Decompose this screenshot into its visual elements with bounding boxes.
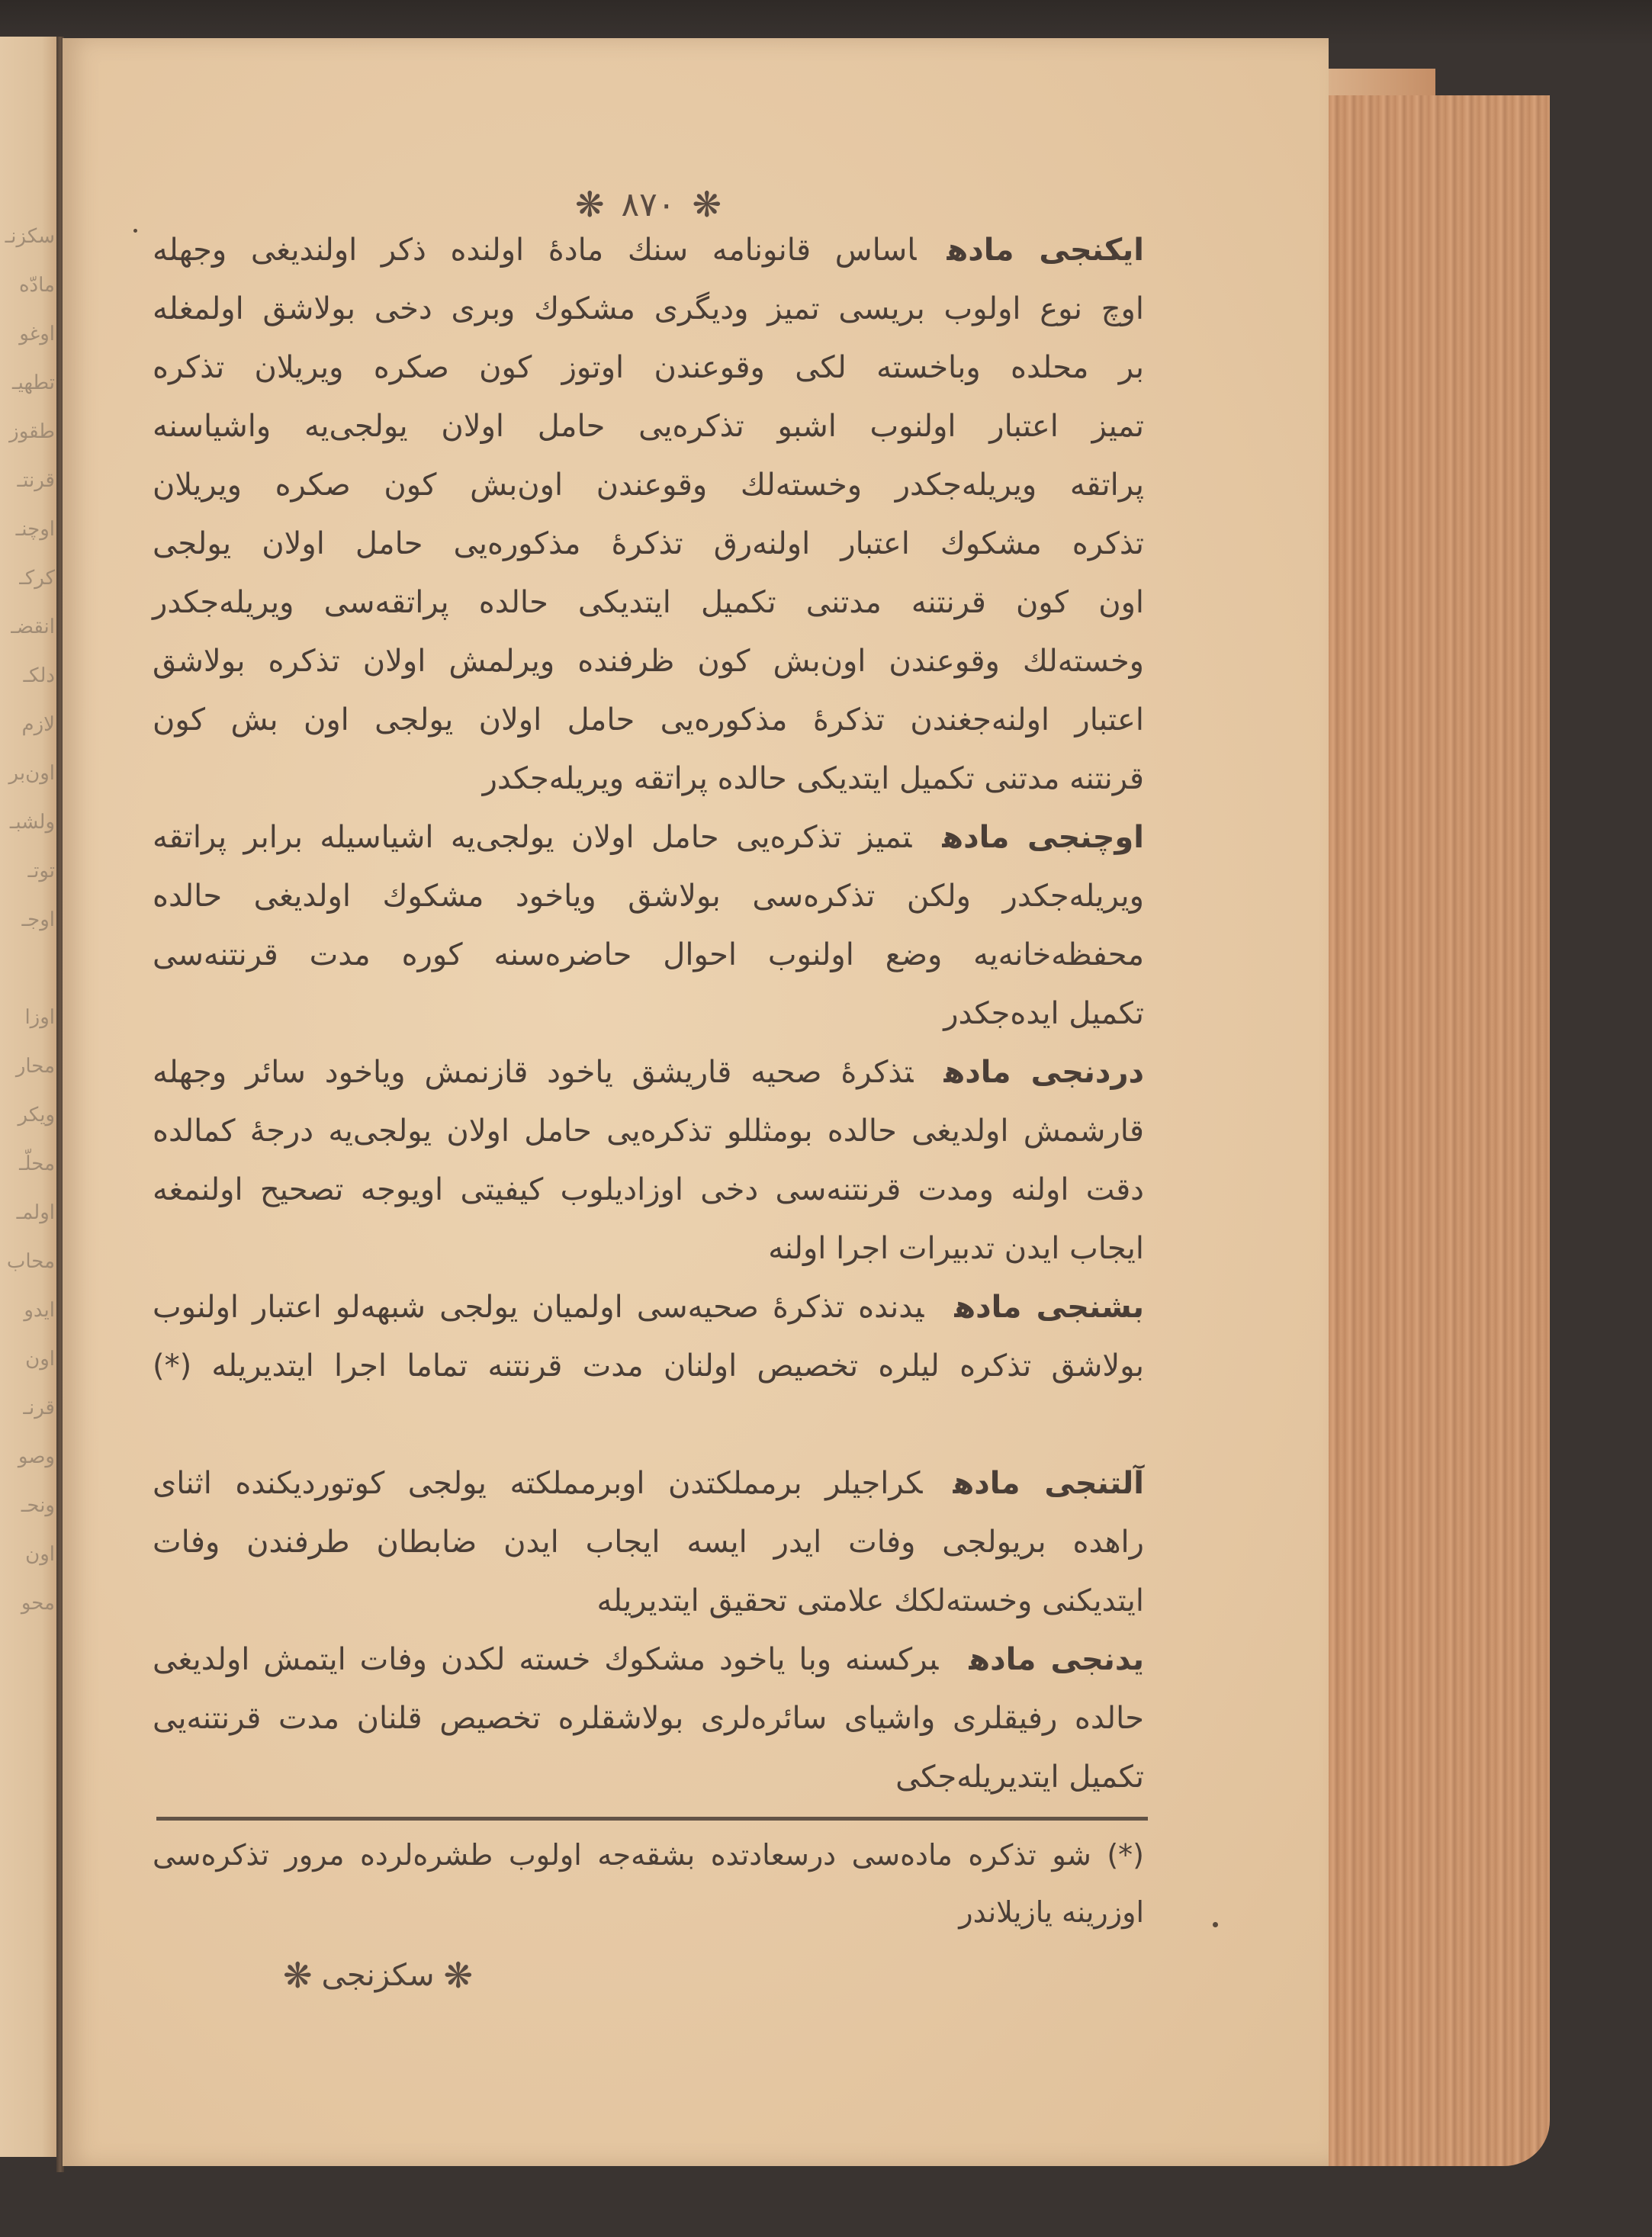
- text-line: اوچنجی مادهتمیز تذكره‌یی حامل اولان یولجی‌یه اشیاسیله برابر پراتقه: [153, 820, 1145, 855]
- article-label: ایكنجی ماده: [947, 233, 1144, 268]
- footnote-line: (*) شو تذكره ماده‌سی درسعادتده بشقه‌جه اولوب طشره‌لرده مرور تذكره‌سی: [153, 1838, 1144, 1872]
- text-line: قرنتنه مدتنی تكمیل ایتدیكی حالده پراتقه ویریله‌جكدر: [482, 761, 1144, 796]
- text-line: دقت اولنه ومدت قرنتنه‌سی دخی اوزادیلوب كیفیتی اویوجه تصحیح اولنمغه: [153, 1172, 1144, 1207]
- ornament-icon: ❋: [282, 1955, 313, 1996]
- text-line: پراتقه ویریله‌جكدر وخسته‌لك وقوعندن اون‌بش كون صكره ویریلان: [153, 468, 1144, 503]
- paper-speck: [1213, 1922, 1218, 1927]
- catchword: [244, 1949, 473, 2002]
- previous-page-sliver: [0, 37, 59, 2157]
- catchword-text: سكزنجی: [321, 1958, 435, 1993]
- text-line: دردنجی مادهتذكرهٔ صحیه قاریشق یاخود قازنمش ویاخود سائر وجهله: [153, 1055, 1145, 1090]
- text-line: اعتبار اولنه‌جغندن تذكرهٔ مذكوره‌یی حامل اولان یولجی اون بش كون: [153, 702, 1144, 738]
- text-line: ایجاب ایدن تدبیرات اجرا اولنه: [768, 1231, 1144, 1266]
- text-line: بر محلده وباخسته لكی وقوعندن اوتوز كون صكره ویریلان تذكره: [153, 350, 1144, 385]
- text-line: محفظه‌خانه‌یه وضع اولنوب احوال حاضره‌سنه كوره مدت قرنتنه‌سی: [153, 937, 1144, 972]
- article-label: یدنجی ماده: [969, 1642, 1144, 1677]
- article-label: آلتنجی ماده: [953, 1466, 1145, 1501]
- footnote-line: اوزرینه یازیلاندر: [959, 1895, 1144, 1929]
- text-line: تذكره مشكوك اعتبار اولنه‌رق تذكرهٔ مذكوره‌یی حامل اولان یولجی: [153, 526, 1144, 561]
- text-line: ایكنجی مادهاساس قانونامه سنك مادهٔ اولنده ذكر اولندیغی وجهله: [153, 233, 1144, 268]
- text-line: وخسته‌لك وقوعندن اون‌بش كون ظرفنده ویرلمش اولان تذكره بولاشق: [153, 644, 1144, 679]
- text-line: تمیز اعتبار اولنوب اشبو تذكره‌یی حامل اولان یولجی‌یه واشیاسنه: [153, 409, 1144, 444]
- page-header: [534, 182, 763, 227]
- text-line: آلتنجی مادهكراجیلر برمملكتدن اوبرمملكته یولجی كوتوردیكنده اثنای: [153, 1466, 1145, 1501]
- page-number: ٨٧٠: [621, 185, 676, 224]
- ornament-icon: ❋: [443, 1955, 473, 1996]
- article-label: بشنجی ماده: [954, 1290, 1144, 1325]
- text-line: اوچ نوع اولوب بریسی تمیز ودیگری مشكوك وبری دخی بولاشق اولمغله: [153, 291, 1144, 326]
- text-line: تكمیل ایده‌جكدر: [943, 996, 1144, 1031]
- text-line: قارشمش اولدیغی حالده بومثللو تذكره‌یی حامل اولان یولجی‌یه درجهٔ كمالده: [153, 1114, 1144, 1149]
- article-label: اوچنجی ماده: [942, 820, 1145, 855]
- footnote-divider: [156, 1817, 1148, 1821]
- text-line: راهده بریولجی وفات ایدر ایسه ایجاب ایدن ضابطان طرفندن وفات: [153, 1525, 1144, 1560]
- text-line: یدنجی مادهبركسنه وبا یاخود مشكوك خسته لكدن وفات ایتمش اولدیغی: [153, 1642, 1144, 1677]
- page-stack-fore-edge: [1329, 95, 1550, 2166]
- left-page-text: سكزنـ مادّه اوغو تطهیـ طقوز قرنتـ اوچنـ كركـ انقضـ دلكـ لازم اون‌بر ولشبـ توتـ اوجـ اوزا محار ویكر محلّـ اولمـ محاب ایدو اون قرنـ وصو ونحـ اون محو: [5, 225, 55, 1615]
- ornament-icon: ❋: [575, 184, 605, 225]
- text-line: ویریله‌جكدر ولكن تذكره‌سی بولاشق ویاخود مشكوك اولدیغی حالده: [153, 879, 1144, 914]
- text-line: بولاشق تذكره لیلره تخصیص اولنان مدت قرنتنه تماما اجرا ایتدیریله (*): [153, 1348, 1144, 1384]
- paper-speck: [133, 229, 137, 233]
- text-line: حالده رفیقلری واشیای سائره‌لری بولاشقلره تخصیص قلنان مدت قرنتنه‌یی: [153, 1701, 1144, 1736]
- ornament-icon: ❋: [692, 184, 722, 225]
- article-label: دردنجی ماده: [943, 1055, 1145, 1090]
- text-line: اون كون قرنتنه مدتنی تكمیل ایتدیكی حالده پراتقه‌سی ویریله‌جكدر: [153, 585, 1144, 620]
- text-line: تكمیل ایتدیریله‌جكی: [895, 1760, 1144, 1795]
- text-line: ایتدیكنی وخسته‌لكك علامتی تحقیق ایتدیریله: [596, 1583, 1144, 1618]
- text-line: بشنجی مادهیدنده تذكرهٔ صحیه‌سی اولمیان یولجی شبهه‌لو اعتبار اولنوب: [153, 1290, 1144, 1325]
